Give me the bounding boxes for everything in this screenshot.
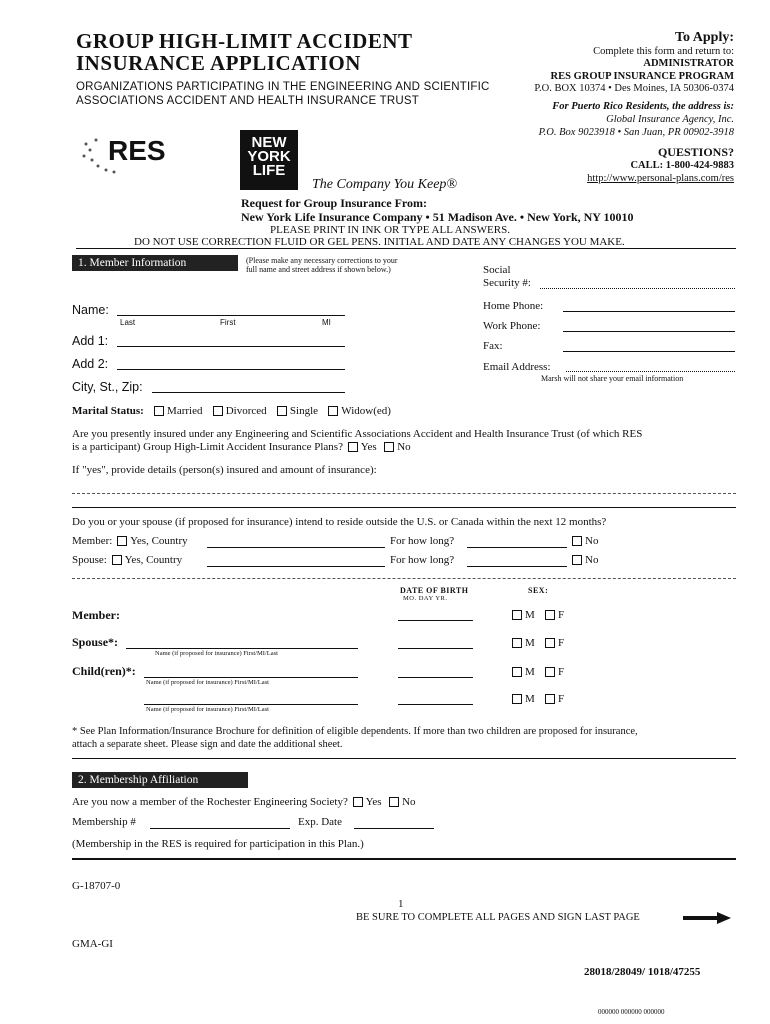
mi-label: MI (322, 318, 331, 327)
children-row-label: Child(ren)*: (72, 664, 136, 678)
yes-label: Yes (365, 796, 382, 808)
apply-line: RES GROUP INSURANCE PROGRAM (550, 71, 734, 82)
res-yes-checkbox[interactable] (353, 797, 363, 807)
child1-f-checkbox[interactable] (545, 667, 555, 677)
request-heading: Request for Group Insurance From: (241, 196, 427, 210)
membership-field[interactable] (150, 828, 290, 829)
email-note: Marsh will not share your email information (541, 374, 684, 383)
spouse-row-label: Spouse*: (72, 635, 119, 649)
gma-code: GMA-GI (72, 938, 113, 950)
exp-date-field[interactable] (354, 828, 434, 829)
name-note: Name (if proposed for insurance) First/MI/Last (146, 679, 269, 686)
res-no-checkbox[interactable] (389, 797, 399, 807)
divider (72, 578, 736, 579)
child2-m-checkbox[interactable] (512, 694, 522, 704)
divider (76, 248, 736, 249)
company-tagline: The Company You Keep® (312, 177, 458, 192)
member-m-checkbox[interactable] (512, 610, 522, 620)
phone-number: CALL: 1-800-424-9883 (630, 160, 734, 171)
ssn-field[interactable] (540, 288, 735, 289)
child2-f-checkbox[interactable] (545, 694, 555, 704)
member-reside-row (72, 535, 188, 547)
email-label: Email Address: (483, 361, 551, 373)
name-note: Name (if proposed for insurance) First/MI/Last (155, 650, 278, 657)
widowed-checkbox[interactable] (328, 406, 338, 416)
email-field[interactable] (566, 371, 735, 372)
res-member-question (72, 796, 416, 808)
apply-address: P.O. BOX 10374 • Des Moines, IA 50306-0374 (534, 83, 734, 94)
name-note: Name (if proposed for insurance) First/MI/Last (146, 706, 269, 713)
question-insured-cont (72, 441, 411, 453)
dependents-footnote: * See Plan Information/Insurance Brochure for definition of eligible dependents. If more than two children are proposed for insurance, (72, 726, 638, 737)
dependents-footnote: attach a separate sheet. Please sign and date the additional sheet. (72, 739, 343, 750)
no-label: No (397, 441, 411, 453)
divider (72, 507, 736, 508)
website-link[interactable]: http://www.personal-plans.com/res (587, 173, 734, 184)
section1-note: full name and street address if shown below.) (246, 265, 391, 274)
page-number: 1 (398, 898, 404, 910)
f-label: F (558, 609, 565, 621)
add2-field[interactable] (117, 369, 345, 370)
home-phone-field[interactable] (563, 311, 735, 312)
no-label: No (585, 535, 599, 547)
spouse-f-checkbox[interactable] (545, 638, 555, 648)
no-label: No (585, 554, 599, 566)
member-no-option (570, 535, 598, 547)
marital-label: Marital Status: (72, 405, 144, 417)
add2-label: Add 2: (72, 357, 109, 371)
spouse-yes-checkbox[interactable] (112, 555, 122, 565)
spouse-reside-row (72, 554, 182, 566)
correction-instruction: DO NOT USE CORRECTION FLUID OR GEL PENS. INITIAL AND DATE ANY CHANGES YOU MAKE. (134, 236, 625, 248)
child2-sex (510, 693, 564, 705)
form-number: G-18707-0 (72, 880, 121, 892)
apply-line: P.O. Box 9023918 • San Juan, PR 00902-3918 (538, 127, 734, 138)
m-label: M (525, 693, 535, 705)
ssn-label: Social (483, 264, 511, 276)
insured-yes-checkbox[interactable] (348, 442, 358, 452)
apply-line: ADMINISTRATOR (643, 58, 734, 69)
document-code: 28018/28049/ 1018/47255 (584, 966, 701, 978)
f-label: F (558, 666, 565, 678)
spouse-how-long-field[interactable] (467, 566, 567, 567)
member-dob-field[interactable] (398, 620, 473, 621)
member-row-label: Member: (72, 608, 120, 622)
details-label: If "yes", provide details (person(s) insured and amount of insurance): (72, 464, 377, 476)
member-label: Member: (72, 535, 113, 547)
home-phone-label: Home Phone: (483, 300, 544, 312)
question-text: is a participant) Group High-Limit Accident Insurance Plans? (72, 441, 343, 453)
spouse-sex (510, 637, 564, 649)
m-label: M (525, 637, 535, 649)
work-phone-field[interactable] (563, 331, 735, 332)
city-field[interactable] (152, 392, 345, 393)
spouse-name-field[interactable] (126, 648, 358, 649)
spouse-no-checkbox[interactable] (572, 555, 582, 565)
to-apply-heading: To Apply: (674, 30, 734, 45)
apply-line: Global Insurance Agency, Inc. (606, 114, 734, 125)
add1-label: Add 1: (72, 334, 109, 348)
question-text: Are you now a member of the Rochester Engineering Society? (72, 796, 348, 808)
dob-header: DATE OF BIRTH (400, 586, 469, 595)
member-yes-checkbox[interactable] (117, 536, 127, 546)
res-logo (78, 130, 188, 178)
city-label: City, St., Zip: (72, 380, 143, 394)
complete-instruction: BE SURE TO COMPLETE ALL PAGES AND SIGN LAST PAGE (356, 912, 640, 923)
member-how-long-field[interactable] (467, 547, 567, 548)
yes-country-label: Yes, Country (130, 535, 188, 547)
work-phone-label: Work Phone: (483, 320, 541, 332)
f-label: F (558, 637, 565, 649)
apply-line: For Puerto Rico Residents, the address is: (552, 101, 734, 112)
question-reside: Do you or your spouse (if proposed for insurance) intend to reside outside the U.S. or Canada within the next 12 months? (72, 516, 607, 528)
spouse-dob-field[interactable] (398, 648, 473, 649)
spouse-m-checkbox[interactable] (512, 638, 522, 648)
res-logo-text: RES (108, 135, 166, 166)
insured-no-checkbox[interactable] (384, 442, 394, 452)
organization-subtitle: ORGANIZATIONS PARTICIPATING IN THE ENGINEERING AND SCIENTIFIC ASSOCIATIONS ACCIDENT AND HEALTH INSURANCE TRUST (76, 81, 490, 107)
child2-dob-field[interactable] (398, 704, 473, 705)
last-label: Last (120, 318, 136, 327)
question-insured: Are you presently insured under any Engineering and Scientific Associations Accident and Health Insurance Trust (of which RES (72, 428, 643, 440)
add1-field[interactable] (117, 346, 345, 347)
divorced-checkbox[interactable] (213, 406, 223, 416)
member-country-field[interactable] (207, 547, 385, 548)
m-label: M (525, 666, 535, 678)
questions-heading: QUESTIONS? (657, 145, 734, 159)
spouse-no-option (570, 554, 598, 566)
name-label: Name: (72, 303, 109, 317)
print-instruction: PLEASE PRINT IN INK OR TYPE ALL ANSWERS. (270, 224, 510, 236)
section1-banner: 1. Member Information (72, 255, 238, 271)
divider (72, 858, 736, 860)
dob-subheader: MO. DAY YR. (403, 595, 448, 602)
ssn-label: Security #: (483, 277, 531, 289)
divider (72, 758, 736, 759)
child2-name-field[interactable] (144, 704, 358, 705)
single-label: Single (289, 405, 319, 417)
child1-m-checkbox[interactable] (512, 667, 522, 677)
divorced-label: Divorced (225, 405, 267, 417)
details-field[interactable] (72, 493, 736, 494)
widowed-label: Widow(ed) (341, 405, 391, 417)
spouse-country-field[interactable] (207, 566, 385, 567)
membership-note: (Membership in the RES is required for participation in this Plan.) (72, 838, 364, 850)
member-sex (510, 609, 564, 621)
membership-label: Membership # (72, 816, 136, 828)
arrow-icon (683, 911, 731, 929)
first-label: First (220, 318, 236, 327)
how-long-label: For how long? (390, 535, 455, 547)
married-label: Married (167, 405, 203, 417)
sex-header: SEX: (528, 586, 549, 595)
single-checkbox[interactable] (277, 406, 287, 416)
section1-note: (Please make any necessary corrections to your (246, 256, 398, 265)
m-label: M (525, 609, 535, 621)
form-title: GROUP HIGH-LIMIT ACCIDENT INSURANCE APPLICATION (76, 29, 413, 75)
exp-date-label: Exp. Date (298, 816, 342, 828)
marital-status-row (72, 405, 391, 417)
married-checkbox[interactable] (154, 406, 164, 416)
yes-label: Yes (360, 441, 377, 453)
spouse-label: Spouse: (72, 554, 107, 566)
no-label: No (402, 796, 416, 808)
section2-banner: 2. Membership Affiliation (72, 772, 248, 788)
name-field[interactable] (117, 315, 345, 316)
fax-field[interactable] (563, 351, 735, 352)
barcode-text: 000000 000000 000000 (598, 1008, 665, 1016)
yes-country-label: Yes, Country (124, 554, 183, 566)
new-york-life-logo: NEW YORK LIFE (240, 130, 298, 190)
insurer-address: New York Life Insurance Company • 51 Madison Ave. • New York, NY 10010 (241, 210, 634, 224)
f-label: F (558, 693, 565, 705)
apply-line: Complete this form and return to: (593, 46, 734, 57)
member-f-checkbox[interactable] (545, 610, 555, 620)
child1-name-field[interactable] (144, 677, 358, 678)
fax-label: Fax: (483, 340, 503, 352)
child1-sex (510, 666, 564, 678)
member-no-checkbox[interactable] (572, 536, 582, 546)
child1-dob-field[interactable] (398, 677, 473, 678)
how-long-label: For how long? (390, 554, 455, 566)
